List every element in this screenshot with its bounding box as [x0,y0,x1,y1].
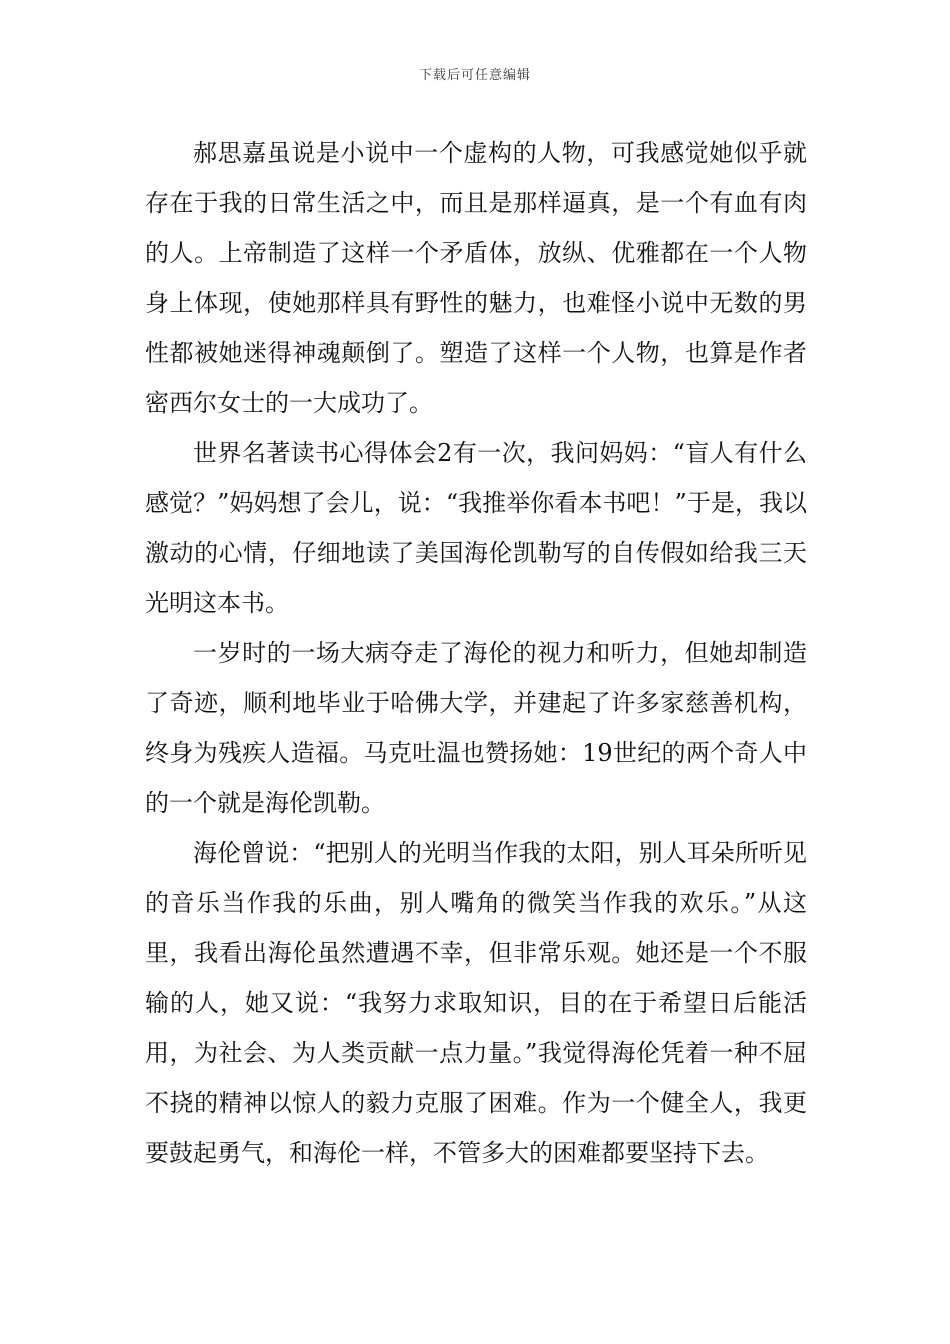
document-body [145,128,807,1178]
paragraph-3: 一岁时的一场大病夺走了海伦的视力和听力，但她却制造了奇迹，顺利地毕业于哈佛大学，并建起了许多家慈善机构，终身为残疾人造福。马克吐温也赞扬她：19世纪的两个奇人中的一个就是海伦凯勒。 [145,639,807,817]
paragraph-1: 郝思嘉虽说是小说中一个虚构的人物，可我感觉她似乎就存在于我的日常生活之中，而且是那样逼真，是一个有血有肉的人。上帝制造了这样一个矛盾体，放纵、优雅都在一个人物身上体现，使她那样具有野性的魅力，也难怪小说中无数的男性都被她迷得神魂颠倒了。塑造了这样一个人物，也算是作者密西尔女士的一大成功了。 [145,139,807,417]
paragraph-2: 世界名著读书心得体会2有一次，我问妈妈：“盲人有什么感觉？”妈妈想了会儿，说：“我推举你看本书吧！”于是，我以激动的心情，仔细地读了美国海伦凯勒写的自传假如给我三天光明这本书。 [145,439,807,617]
paragraph-4: 海伦曾说：“把别人的光明当作我的太阳，别人耳朵所听见的音乐当作我的乐曲，别人嘴角的微笑当作我的欢乐。”从这里，我看出海伦虽然遭遇不幸，但非常乐观。她还是一个不服输的人，她又说：“我努力求取知识，目的在于希望日后能活用，为社会、为人类贡献一点力量。”我觉得海伦凭着一种不屈不挠的精神以惊人的毅力克服了困难。作为一个健全人，我更要鼓起勇气，和海伦一样，不管多大的困难都要坚持下去。 [145,839,807,1167]
page-header: 下载后可任意编辑 [418,68,531,83]
